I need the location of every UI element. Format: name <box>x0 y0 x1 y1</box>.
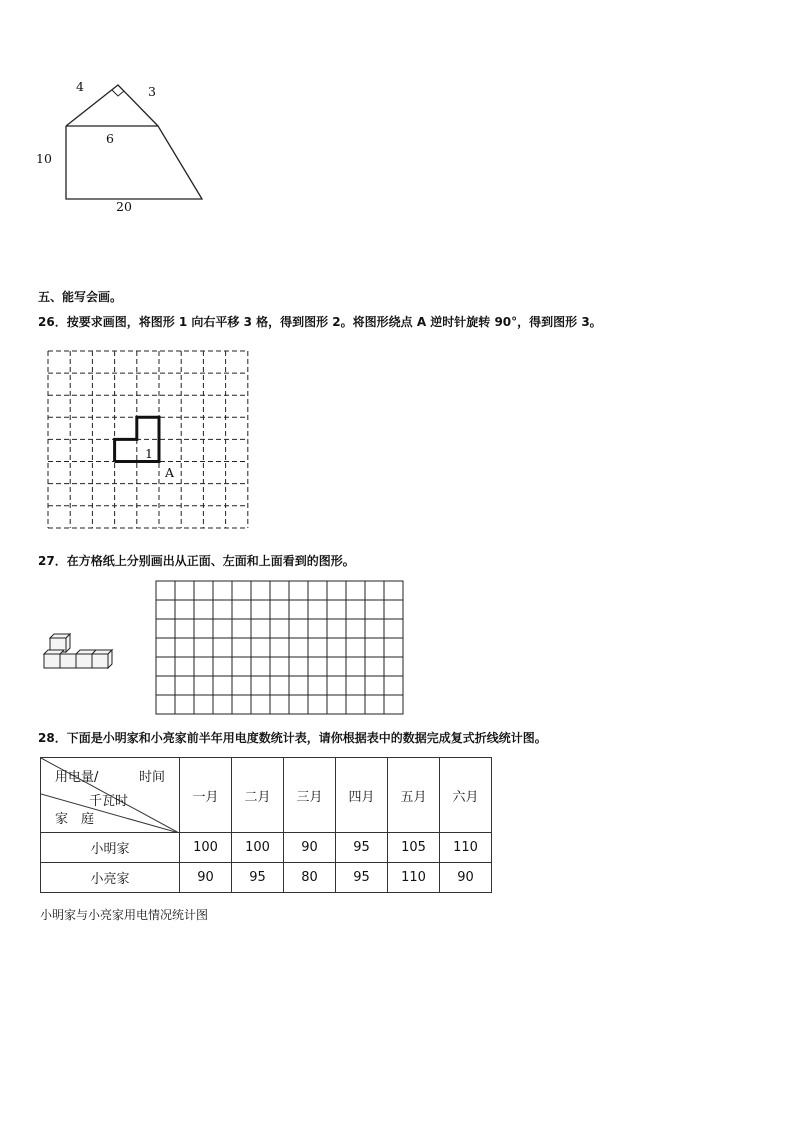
month-header: 五月 <box>388 758 440 833</box>
table-cell: 90 <box>180 863 232 893</box>
month-header: 一月 <box>180 758 232 833</box>
q27-text: 27．在方格纸上分别画出从正面、左面和上面看到的图形。 <box>38 554 355 568</box>
q27-square-grid <box>155 580 405 716</box>
point-a-label: A <box>165 465 175 480</box>
table-row <box>41 833 492 863</box>
label-10: 10 <box>36 151 52 166</box>
table-cell: 100 <box>232 833 284 863</box>
chart-title: 小明家与小亮家用电情况统计图 <box>40 908 209 922</box>
label-20: 20 <box>116 199 132 214</box>
month-header: 六月 <box>440 758 492 833</box>
month-header: 二月 <box>232 758 284 833</box>
row-family-name: 小亮家 <box>41 863 180 893</box>
figure-1-label: 1 <box>145 446 153 461</box>
table-cell: 90 <box>284 833 336 863</box>
section-five-title: 五、能写会画。 <box>38 290 123 304</box>
label-3: 3 <box>148 84 156 99</box>
label-6: 6 <box>106 131 114 146</box>
table-diagonal-header <box>41 758 180 833</box>
table-cell: 80 <box>284 863 336 893</box>
label-4: 4 <box>76 79 84 94</box>
table-cell: 105 <box>388 833 440 863</box>
header-family: 家 庭 <box>55 812 95 827</box>
table-cell: 110 <box>440 833 492 863</box>
cube-stack-figure <box>40 628 120 676</box>
header-kwh: 千瓦时 <box>89 794 129 809</box>
table-row <box>41 863 492 893</box>
month-header: 三月 <box>284 758 336 833</box>
table-cell: 90 <box>440 863 492 893</box>
electricity-table <box>40 757 492 893</box>
q26-dashed-grid <box>40 345 255 535</box>
header-electricity-unit: 用电量/ <box>55 770 99 785</box>
table-cell: 95 <box>336 833 388 863</box>
q26-text: 26．按要求画图，将图形 1 向右平移 3 格，得到图形 2。将图形绕点 A 逆时针旋转 90°，得到图形 3。 <box>38 315 602 329</box>
figure-outline <box>66 126 202 199</box>
header-time: 时间 <box>139 770 166 785</box>
table-cell: 95 <box>232 863 284 893</box>
month-header: 四月 <box>336 758 388 833</box>
q28-text: 28．下面是小明家和小亮家前半年用电度数统计表，请你根据表中的数据完成复式折线统计图。 <box>38 731 547 745</box>
table-cell: 100 <box>180 833 232 863</box>
table-cell: 110 <box>388 863 440 893</box>
row-family-name: 小明家 <box>41 833 180 863</box>
table-cell: 95 <box>336 863 388 893</box>
right-angle-mark <box>112 90 124 96</box>
